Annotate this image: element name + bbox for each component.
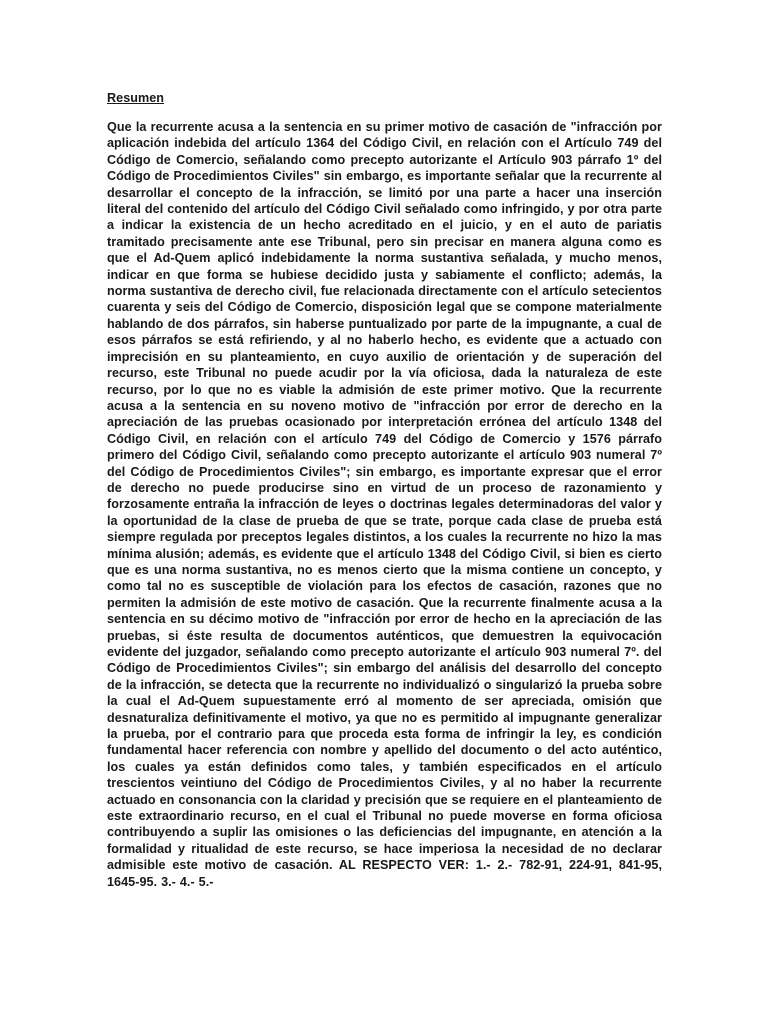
document-content xyxy=(107,90,662,890)
document-heading: Resumen xyxy=(107,91,165,105)
document-body-paragraph: Que la recurrente acusa a la sentencia en su primer motivo de casación de "infracción por aplicación indebida del artículo 1364 del Código Civil, en relación con el Artículo 749 del Código de Comercio, señalando como precepto autorizante el Artículo 903 párrafo 1º del Código de Procedimientos Civiles" sin embargo, es importante señalar que la recurrente al desarrollar el concepto de la infracción, se limitó por una parte a hacer una inserción literal del contenido del artículo del Código Civil señalado como infringido, y por otra parte a indicar la existencia de un hecho acreditado en el juicio, y en el auto de pariatis tramitado precisamente ante ese Tribunal, pero sin precisar en manera alguna como es que el Ad-Quem aplicó indebidamente la norma sustantiva señalada, y mucho menos, indicar en que forma se hubiese decidido justa y sabiamente el conflicto; además, la norma sustantiva de derecho civil, fue relacionada directamente con el artículo setecientos cuarenta y seis del Código de Comercio, disposición legal que se compone materialmente hablando de dos párrafos, sin haberse puntualizado por parte de la impugnante, a cual de esos párrafos se está refiriendo, y al no haberlo hecho, es evidente que a actuado con imprecisión en su planteamiento, en cuyo auxilio de orientación y de superación del recurso, este Tribunal no puede acudir por la vía oficiosa, dada la naturaleza de este recurso, por lo que no es viable la admisión de este primer motivo. Que la recurrente acusa a la sentencia en su noveno motivo de "infracción por error de derecho en la apreciación de las pruebas ocasionado por interpretación errónea del artículo 1348 del Código Civil, en relación con el artículo 749 del Código de Comercio y 1576 párrafo primero del Código Civil, señalando como precepto autorizante el artículo 903 numeral 7º del Código de Procedimientos Civiles"; sin embargo, es importante expresar que el error de derecho no puede producirse sino en virtud de un proceso de razonamiento y forzosamente entraña la infracción de leyes o doctrinas legales determinadoras del valor y la oportunidad de la clase de prueba de que se trate, porque cada clase de prueba está siempre regulada por preceptos legales distintos, a los cuales la recurrente no hizo la mas mínima alusión; además, es evidente que el artículo 1348 del Código Civil, si bien es cierto que es una norma sustantiva, no es menos cierto que la misma contiene un concepto, y como tal no es susceptible de violación para los efectos de casación, razones que no permiten la admisión de este motivo de casación. Que la recurrente finalmente acusa a la sentencia en su décimo motivo de "infracción por error de hecho en la apreciación de las pruebas, si éste resulta de documentos auténticos, que demuestren la equivocación evidente del juzgador, señalando como precepto autorizante el artículo 903 numeral 7º. del Código de Procedimientos Civiles"; sin embargo del análisis del desarrollo del concepto de la infracción, se detecta que la recurrente no individualizó o singularizó la prueba sobre la cual el Ad-Quem supuestamente erró al momento de ser apreciada, omisión que desnaturaliza definitivamente el motivo, ya que no es permitido al impugnante generalizar la prueba, por el contrario para que proceda esta forma de infringir la ley, es condición fundamental hacer referencia con nombre y apellido del documento o del acto auténtico, los cuales ya están definidos como tales, y también especificados en el artículo trescientos veintiuno del Código de Procedimientos Civiles, y al no haber la recurrente actuado en consonancia con la claridad y precisión que se requiere en el planteamiento de este extraordinario recurso, en el cual el Tribunal no puede moverse en forma oficiosa contribuyendo a suplir las omisiones o las deficiencias del impugnante, en atención a la formalidad y ritualidad de este recurso, se hace imperiosa la necesidad de no declarar admisible este motivo de casación. AL RESPECTO VER: 1.- 2.- 782-91, 224-91, 841-95, 1645-95. 3.- 4.- 5.- xyxy=(107,120,662,889)
